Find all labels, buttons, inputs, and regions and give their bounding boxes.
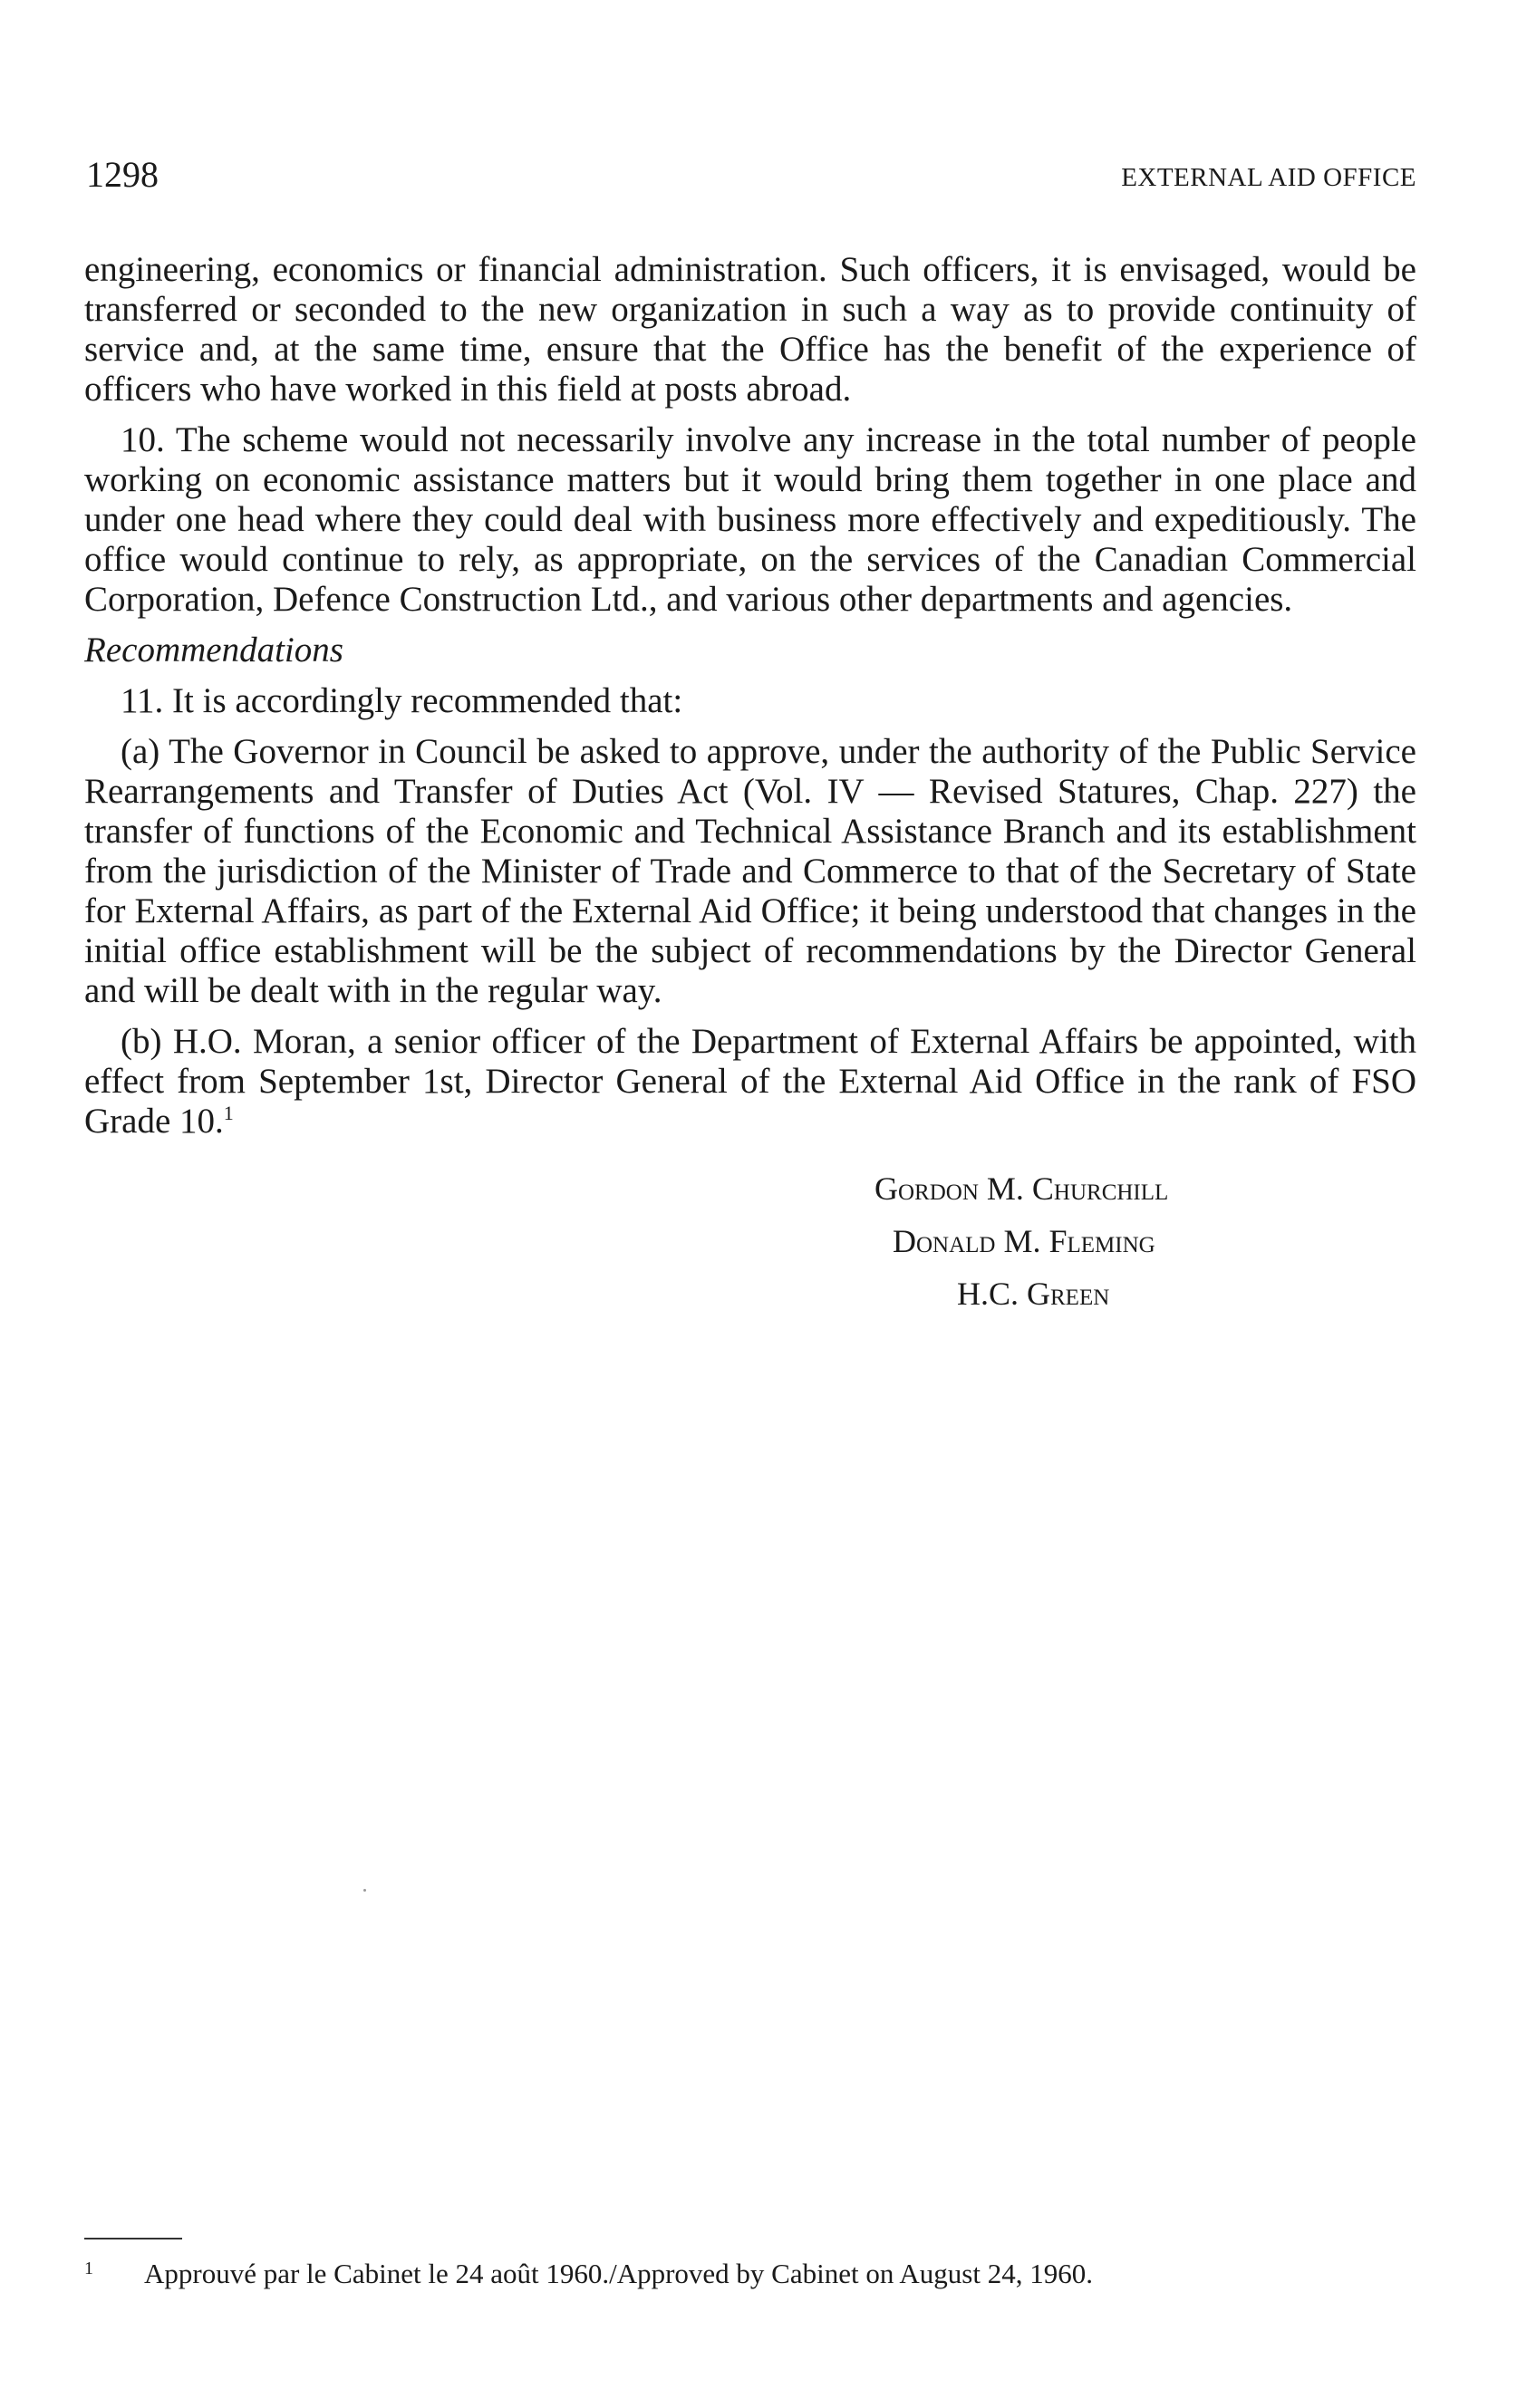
signatory-churchill: Gordon M. Churchill — [874, 1170, 1169, 1207]
footnote-mark: 1 — [84, 2259, 93, 2278]
document-page — [84, 0, 1416, 2408]
paragraph-b — [84, 1022, 1416, 1141]
footnote-reference: 1 — [223, 1102, 234, 1124]
signatory-fleming: Donald M. Fleming — [893, 1223, 1155, 1259]
body-text — [84, 250, 1416, 1350]
page-number: 1298 — [86, 154, 159, 195]
running-header — [84, 152, 1416, 197]
running-title: EXTERNAL AID OFFICE — [1121, 163, 1416, 192]
paragraph-b-text: (b) H.O. Moran, a senior officer of the Department of External Affairs be appointed, with effect from September 1st, Director General of the External Aid Office in the rank of FSO Grade 10. — [84, 1022, 1416, 1141]
scan-speck — [363, 1889, 366, 1892]
signature-block — [84, 1169, 1416, 1350]
paragraph-continuation: engineering, economics or financial administration. Such officers, it is envisaged, would be transferred or seconded to the new organization in such a way as to provide continuity of service and, at the same time, ensure that the Office has the benefit of the experience of officers who have worked in this field at posts abroad. — [84, 250, 1416, 409]
signatory-green: H.C. Green — [957, 1276, 1110, 1312]
paragraph-11: 11. It is accordingly recommended that: — [121, 681, 683, 720]
paragraph-a: (a) The Governor in Council be asked to approve, under the authority of the Public Service Rearrangements and Transfer of Duties Act (Vol. IV — Revised Statures, Chap. 227) the transfer of functions of the Economic and Technical Assistance Branch and its establishment from the jurisdiction of the Minister of Trade and Commerce to that of the Secretary of State for External Affairs, as part of the External Aid Office; it being understood that changes in the initial office establishment will be the subject of recommendations by the Director General and will be dealt with in the regular way. — [84, 732, 1416, 1010]
footnote-rule — [84, 2238, 182, 2239]
paragraph-10: 10. The scheme would not necessarily involve any increase in the total number of people working on economic assistance matters but it would bring them together in one place and under one head where they could deal with business more effectively and expeditiously. The office would continue to rely, as appropriate, on the services of the Canadian Commercial Corporation, Defence Construction Ltd., and various other departments and agencies. — [84, 420, 1416, 619]
section-heading-recommendations: Recommendations — [84, 631, 343, 669]
footnote-text: Approuvé par le Cabinet le 24 août 1960./Approved by Cabinet on August 24, 1960. — [144, 2258, 1093, 2289]
